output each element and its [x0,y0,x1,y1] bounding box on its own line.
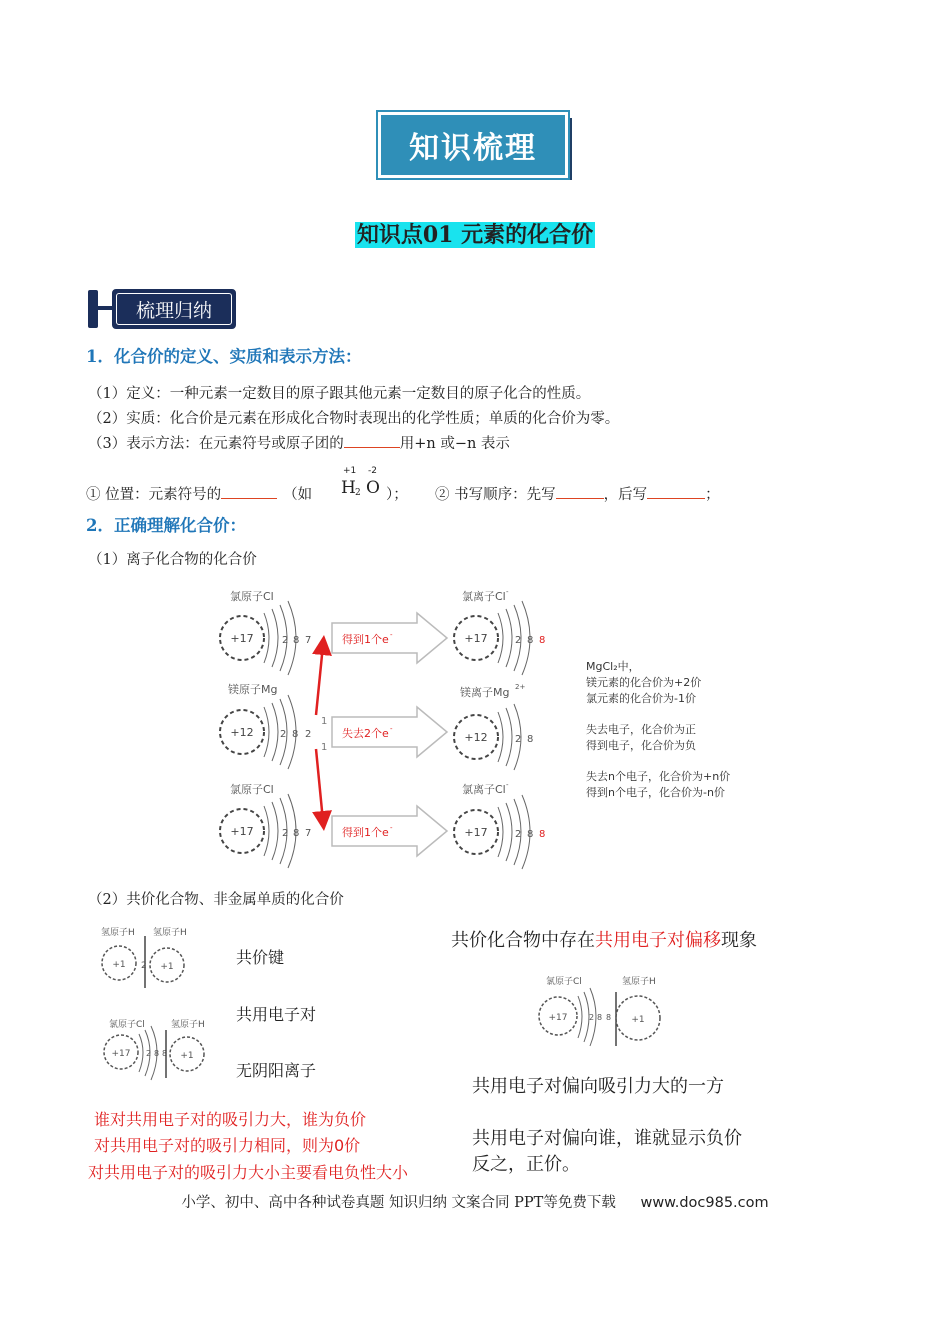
cl-atom-shells-2 [264,794,296,868]
cl-ion-shell-2-8a: 8 [527,829,534,840]
h-atom-b-charge: +1 [160,962,174,972]
lose-label-sup: - [390,725,393,733]
cl-ion-label-1-sup: - [506,588,509,596]
representation-text-end: 用+n 或−n 表示 [399,436,510,452]
ionic-subtitle: （1）离子化合物的化合价 [88,552,257,568]
h2-shared-count: 2 [141,961,147,971]
hcl-right-h-charge: +1 [631,1015,645,1025]
hcl-shell-8a: 8 [154,1049,160,1058]
knowledge-point-title [0,218,950,249]
hcl-right-cl-label: 氯原子Cl [546,977,582,987]
blank-1[interactable] [344,433,400,448]
order-line [435,483,720,504]
mg-atom-shell-2b: 2 [305,729,312,740]
mg-atom-shell-2a: 2 [280,729,287,740]
ionic-note-6: 失去n个电子，化合价为+n价 [586,770,731,783]
mg-ion-label: 镁离子Mg [460,686,510,699]
footer-text: 小学、初中、高中各种试卷真题 知识归纳 文案合同 PPT等免费下载 [181,1195,616,1211]
cl-ion-label-1: 氯离子Cl [462,590,506,603]
rule-2: 对共用电子对的吸引力相同，则为0价 [94,1136,361,1155]
definition-line: （1）定义：一种元素一定数目的原子跟其他元素一定数目的原子化合的性质。 [88,386,591,402]
hcl-right-shell-8a: 8 [597,1013,603,1022]
hcl-h-charge: +1 [180,1051,194,1061]
valence-o: -2 [368,466,377,476]
footer-url[interactable]: www.doc985.com [640,1195,769,1211]
cl-atom-shell-2-8: 8 [293,828,300,839]
electron-count-top: 1 [321,716,328,727]
bias-explanation-1: 共用电子对偏向吸引力大的一方 [472,1076,724,1097]
bias-explanation-2: 共用电子对偏向谁，谁就显示负价 [472,1128,742,1149]
electron-arrow-up [316,645,323,715]
electron-count-bottom: 1 [321,742,328,753]
summary-tag: 梳理归纳 [116,293,232,325]
cl-ion-shell-1-8b: 8 [539,635,546,646]
h2o-h: H [341,478,356,498]
mg-atom-label: 镁原子Mg [228,683,278,696]
page-footer [0,1191,950,1212]
ionic-note-4: 失去电子，化合价为正 [586,723,696,736]
example-open: （如 [283,487,313,503]
h-atom-label-b: 氢原子H [153,928,187,938]
rule-3: 对共用电子对的吸引力大小主要看电负性大小 [88,1163,409,1182]
h2o-sub: 2 [355,488,361,498]
cl-atom-shell-2-2: 2 [282,828,289,839]
representation-line [88,432,510,453]
cl-ion-charge-1: +17 [464,632,488,645]
keyword-no-ions: 无阴阳离子 [236,1061,317,1080]
cl-ion-shell-2-8b: 8 [539,829,546,840]
gain-label-2: 得到1个e [342,826,389,839]
ionic-note-2: 镁元素的化合价为+2价 [586,676,702,689]
order-text-end: ； [705,487,720,503]
section-2-title: 2．正确理解化合价： [86,516,246,535]
hcl-right-shell-2: 2 [589,1013,595,1022]
cl-ion-charge-2: +17 [464,826,488,839]
hcl-right-svg [536,970,686,1060]
section-1-title: 1．化合价的定义、实质和表示方法： [86,347,362,366]
position-text: ① 位置：元素符号的 [86,487,222,503]
mg-ion-shell-2: 2 [515,734,522,745]
covalent-heading [451,926,757,952]
ionic-diagram-svg [212,585,752,875]
cl-ion-shell-1-8a: 8 [527,635,534,646]
ionic-diagram [212,585,752,875]
covalent-heading-c: 现象 [721,930,757,951]
position-line [86,483,312,504]
h-atom-a-charge: +1 [112,960,126,970]
hcl-shell-8b: 8 [162,1049,168,1058]
gain-label-1: 得到1个e [342,633,389,646]
blank-3[interactable] [556,484,604,499]
covalent-heading-a: 共价化合物中存在 [451,930,595,951]
ionic-note-1: MgCl₂中， [586,660,640,673]
cl-ion-shell-2-2: 2 [515,829,522,840]
hcl-shell-2: 2 [146,1049,152,1058]
cl-atom-charge-2: +17 [230,825,254,838]
hcl-right-h-label: 氢原子H [622,977,656,987]
covalent-heading-highlight: 共用电子对偏移 [595,930,721,951]
representation-text: （3）表示方法：在元素符号或原子团的 [88,436,344,452]
section-banner: 知识梳理 [378,112,568,178]
mg-ion-charge: +12 [464,731,488,744]
mg-atom-charge: +12 [230,726,254,739]
cl-atom-shells-1 [264,601,296,675]
mg-ion-label-sup: 2+ [515,683,526,691]
hcl-right-shell-8b: 8 [606,1013,612,1022]
valence-h: +1 [343,466,357,476]
ionic-note-7: 得到n个电子，化合价为-n价 [586,786,725,799]
order-text: ② 书写顺序：先写 [435,487,556,503]
cl-ion-shell-1-2: 2 [515,635,522,646]
covalent-subtitle: （2）共价化合物、非金属单质的化合价 [88,892,344,908]
lose-label: 失去2个e [342,727,389,740]
hcl-cl-label: 氯原子Cl [109,1020,145,1030]
cl-ion-label-2: 氯离子Cl [462,783,506,796]
ionic-note-3: 氯元素的化合价为-1价 [586,692,696,705]
blank-2[interactable] [221,484,277,499]
blank-4[interactable] [647,484,705,499]
cl-atom-shell-1-8: 8 [293,635,300,646]
ionic-note-5: 得到电子，化合价为负 [586,739,696,752]
cl-ion-shells-2 [498,795,530,869]
cl-atom-shell-1-7: 7 [305,635,312,646]
keyword-covalent-bond: 共价键 [236,948,285,967]
hcl-diagram-right [536,970,686,1060]
knowledge-point-title-text: 知识点01 元素的化合价 [356,222,594,248]
hcl-right-cl-charge: +17 [548,1013,568,1023]
mg-atom-shell-8: 8 [292,729,299,740]
cl-atom-shell-1-2: 2 [282,635,289,646]
tag-bar [88,290,98,328]
essence-line: （2）实质：化合价是元素在形成化合物时表现出的化学性质；单质的化合价为零。 [88,411,620,427]
rule-1: 谁对共用电子对的吸引力大，谁为负价 [94,1110,367,1129]
cl-atom-label-1: 氯原子Cl [230,590,274,603]
gain-label-1-sup: - [390,631,393,639]
electron-arrow-down [316,749,323,821]
keyword-shared-pair: 共用电子对 [236,1005,317,1024]
h2o-o: O [366,478,380,498]
gain-label-2-sup: - [390,824,393,832]
cl-atom-label-2: 氯原子Cl [230,783,274,796]
cl-ion-label-2-sup: - [506,781,509,789]
order-text-mid: ，后写 [603,487,648,503]
cl-atom-charge-1: +17 [230,632,254,645]
cl-atom-shell-2-7: 7 [305,828,312,839]
hcl-h-label: 氢原子H [171,1020,205,1030]
cl-ion-shells-1 [498,601,530,675]
bias-explanation-3: 反之，正价。 [472,1154,580,1175]
h-atom-label-a: 氢原子H [101,928,135,938]
hcl-cl-charge: +17 [111,1049,131,1059]
example-close: ）； [386,487,408,503]
mg-ion-shell-8: 8 [527,734,534,745]
tag-connector [98,306,112,310]
